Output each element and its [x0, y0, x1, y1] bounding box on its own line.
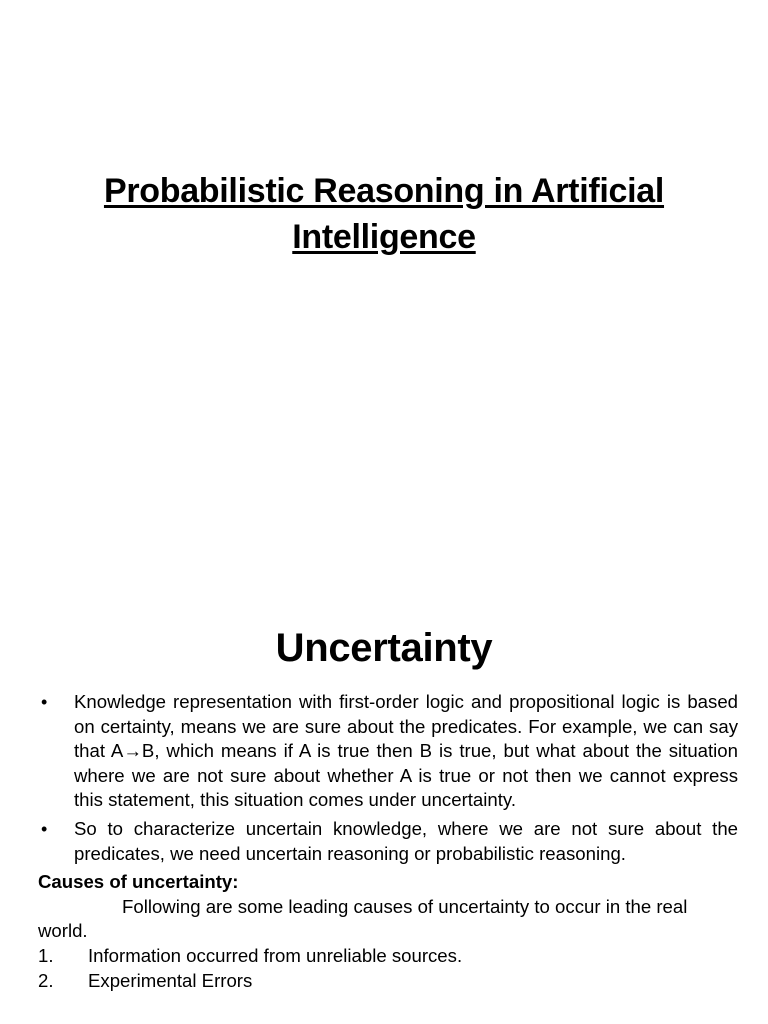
- cause-item: [38, 944, 738, 969]
- bullet-icon: •: [41, 692, 48, 712]
- cause-text: Experimental Errors: [88, 969, 253, 991]
- cause-text: Information occurred from unreliable sources.: [88, 944, 463, 966]
- cause-number: 1.: [38, 944, 54, 966]
- causes-list: [38, 944, 738, 993]
- bullet-text: Knowledge representation with first-order logic and propositional logic is based on certainty, means we are sure about the predicates. For example, we can say that A→B, which means if A is true then B is true, but what about the situation where we are not sure about whether A is true or not then we cannot express this statement, this situation comes under uncertainty.: [74, 691, 738, 811]
- bullet-icon: •: [41, 818, 48, 839]
- presentation-title: Probabilistic Reasoning in Artificial Intelligence: [103, 172, 665, 256]
- bullet-item: [38, 690, 738, 813]
- slide-content: [38, 690, 738, 993]
- causes-intro: Following are some leading causes of uncertainty to occur in the real world.: [38, 895, 688, 942]
- cause-item: [38, 969, 738, 994]
- bullet-item: [38, 817, 738, 866]
- bullet-list: [38, 690, 738, 866]
- section-title: Uncertainty: [275, 626, 493, 670]
- bullet-text: So to characterize uncertain knowledge, where we are not sure about the predicates, we need uncertain reasoning or probabilistic reasoning.: [74, 817, 738, 864]
- causes-heading: Causes of uncertainty:: [38, 871, 239, 893]
- cause-number: 2.: [38, 969, 54, 991]
